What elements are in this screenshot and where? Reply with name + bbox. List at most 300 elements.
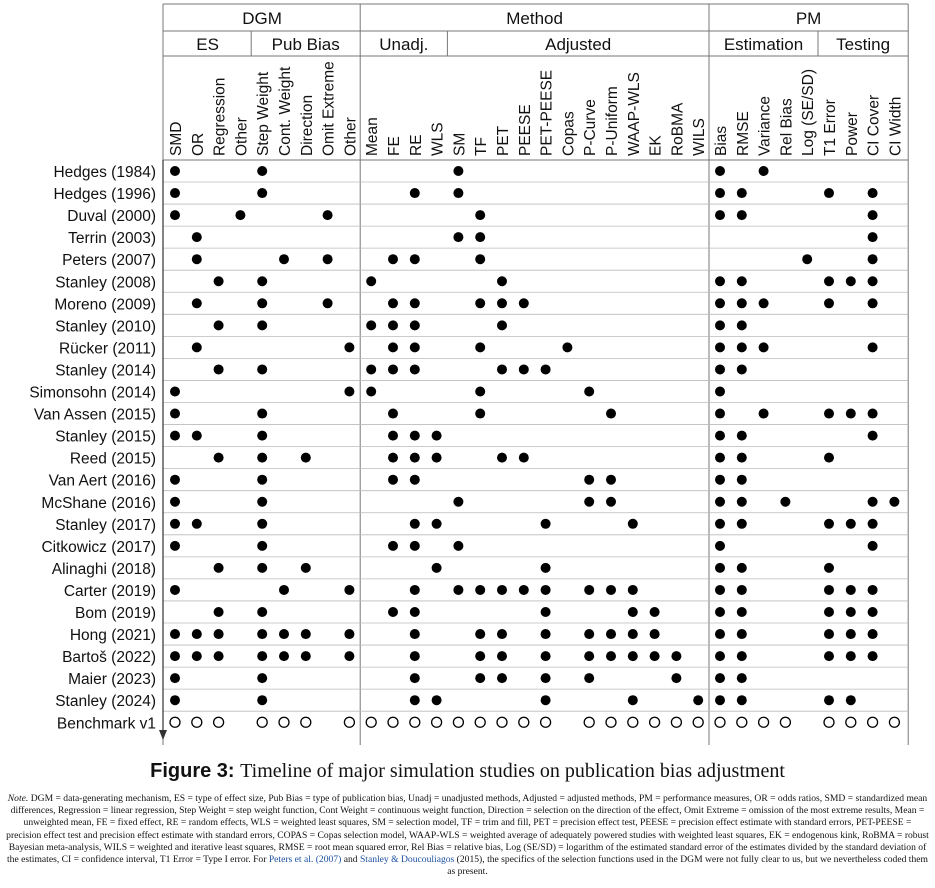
row-label: Stanley (2008) [55,274,156,292]
open-dot-marker [432,717,442,727]
filled-dot-marker [279,629,289,639]
column-header-29: Log (SE/SD) [800,68,818,156]
open-dot-marker [388,717,398,727]
open-dot-marker [846,717,856,727]
filled-dot-marker [759,166,769,176]
filled-dot-marker [475,629,485,639]
row-label: Duval (2000) [67,208,156,226]
filled-dot-marker [366,387,376,397]
filled-dot-marker [606,585,616,595]
filled-dot-marker [737,673,747,683]
column-header-32: CI Cover [865,94,883,156]
filled-dot-marker [432,453,442,463]
open-dot-marker [868,717,878,727]
filled-dot-marker [192,298,202,308]
filled-dot-marker [432,519,442,529]
filled-dot-marker [170,519,180,529]
filled-dot-marker [388,453,398,463]
open-dot-marker [257,717,267,727]
filled-dot-marker [824,519,834,529]
filled-dot-marker [170,651,180,661]
filled-dot-marker [671,651,681,661]
filled-dot-marker [715,188,725,198]
filled-dot-marker [584,585,594,595]
open-dot-marker [410,717,420,727]
filled-dot-marker [737,276,747,286]
open-dot-marker [301,717,311,727]
row-label: McShane (2016) [41,494,156,512]
filled-dot-marker [868,298,878,308]
filled-dot-marker [868,651,878,661]
open-dot-marker [584,717,594,727]
row-label: Reed (2015) [69,450,156,468]
filled-dot-marker [606,651,616,661]
filled-dot-marker [453,585,463,595]
filled-dot-marker [759,342,769,352]
filled-dot-marker [541,364,551,374]
open-dot-marker [693,717,703,727]
row-label: Hedges (1996) [53,186,156,204]
filled-dot-marker [868,254,878,264]
filled-dot-marker [541,519,551,529]
filled-dot-marker [170,629,180,639]
filled-dot-marker [824,453,834,463]
filled-dot-marker [257,695,267,705]
column-header-12: WLS [429,122,447,156]
filled-dot-marker [846,276,856,286]
column-header-10: FE [386,136,403,156]
benchmark-row-label: Benchmark v1 [56,715,156,733]
filled-dot-marker [257,298,267,308]
column-header-25: Bias [713,125,730,156]
filled-dot-marker [257,166,267,176]
filled-dot-marker [410,254,420,264]
row-label: Citkowicz (2017) [41,538,156,556]
filled-dot-marker [628,651,638,661]
note-label: Note. [7,793,29,804]
row-label: Bom (2019) [75,605,156,622]
filled-dot-marker [257,364,267,374]
filled-dot-marker [737,188,747,198]
filled-dot-marker [737,651,747,661]
filled-dot-marker [868,607,878,617]
column-header-4: Step Weight [255,71,273,156]
filled-dot-marker [301,563,311,573]
open-dot-marker [759,717,769,727]
column-header-11: RE [407,134,425,156]
filled-dot-marker [715,585,725,595]
subgroup-header-1: Pub Bias [271,35,340,54]
filled-dot-marker [475,651,485,661]
row-label: Rücker (2011) [58,340,156,358]
filled-dot-marker [715,673,725,683]
filled-dot-marker [541,585,551,595]
filled-dot-marker [737,475,747,485]
filled-dot-marker [323,254,333,264]
filled-dot-marker [671,673,681,683]
column-header-28: Rel Bias [778,98,796,156]
filled-dot-marker [541,651,551,661]
filled-dot-marker [650,629,660,639]
filled-dot-marker [737,519,747,529]
filled-dot-marker [257,320,267,330]
filled-dot-marker [301,629,311,639]
filled-dot-marker [214,364,224,374]
filled-dot-marker [388,298,398,308]
filled-dot-marker [759,409,769,419]
filled-dot-marker [475,409,485,419]
filled-dot-marker [279,254,289,264]
filled-dot-marker [410,364,420,374]
column-header-19: P-Curve [582,99,600,156]
filled-dot-marker [715,276,725,286]
filled-dot-marker [780,497,790,507]
filled-dot-marker [432,563,442,573]
filled-dot-marker [410,607,420,617]
filled-dot-marker [802,254,812,264]
figure-caption-title: Timeline of major simulation studies on publication bias adjustment [240,760,785,782]
filled-dot-marker [475,673,485,683]
filled-dot-marker [257,276,267,286]
open-dot-marker [737,717,747,727]
filled-dot-marker [737,364,747,374]
filled-dot-marker [192,431,202,441]
row-label: Stanley (2014) [55,362,156,380]
filled-dot-marker [868,585,878,595]
figure-caption-prefix: Figure 3: [150,760,235,782]
filled-dot-marker [453,232,463,242]
filled-dot-marker [257,673,267,683]
filled-dot-marker [257,607,267,617]
filled-dot-marker [170,541,180,551]
filled-dot-marker [366,320,376,330]
filled-dot-marker [868,210,878,220]
filled-dot-marker [541,607,551,617]
filled-dot-marker [192,629,202,639]
filled-dot-marker [192,651,202,661]
filled-dot-marker [824,607,834,617]
filled-dot-marker [410,453,420,463]
column-header-33: CI Width [887,96,905,156]
row-label: Stanley (2017) [55,516,156,534]
filled-dot-marker [824,276,834,286]
open-dot-marker [889,717,899,727]
filled-dot-marker [846,651,856,661]
filled-dot-marker [715,364,725,374]
open-dot-marker [715,717,725,727]
filled-dot-marker [214,629,224,639]
filled-dot-marker [170,431,180,441]
row-label: Bartoš (2022) [62,649,156,667]
filled-dot-marker [541,673,551,683]
filled-dot-marker [737,453,747,463]
filled-dot-marker [344,387,354,397]
filled-dot-marker [497,673,507,683]
open-dot-marker [192,717,202,727]
filled-dot-marker [737,431,747,441]
filled-dot-marker [868,232,878,242]
row-label: Stanley (2010) [55,318,156,336]
filled-dot-marker [497,453,507,463]
note-link-stanley[interactable]: Stanley & Doucouliagos [359,854,455,866]
filled-dot-marker [715,342,725,352]
open-dot-marker [475,717,485,727]
filled-dot-marker [388,607,398,617]
filled-dot-marker [388,475,398,485]
filled-dot-marker [715,563,725,573]
column-header-1: OR [189,132,207,156]
filled-dot-marker [497,276,507,286]
filled-dot-marker [301,453,311,463]
filled-dot-marker [868,409,878,419]
filled-dot-marker [410,342,420,352]
filled-dot-marker [410,629,420,639]
open-dot-marker [650,717,660,727]
filled-dot-marker [257,453,267,463]
filled-dot-marker [824,409,834,419]
filled-dot-marker [497,629,507,639]
filled-dot-marker [737,298,747,308]
filled-dot-marker [824,695,834,705]
filled-dot-marker [279,585,289,595]
filled-dot-marker [824,585,834,595]
filled-dot-marker [388,320,398,330]
open-dot-marker [214,717,224,727]
filled-dot-marker [715,320,725,330]
filled-dot-marker [214,651,224,661]
filled-dot-marker [693,695,703,705]
filled-dot-marker [410,585,420,595]
filled-dot-marker [868,276,878,286]
filled-dot-marker [824,563,834,573]
column-header-17: PET-PEESE [538,69,556,156]
filled-dot-marker [628,695,638,705]
filled-dot-marker [737,607,747,617]
filled-dot-marker [868,541,878,551]
open-dot-marker [824,717,834,727]
filled-dot-marker [257,519,267,529]
filled-dot-marker [388,409,398,419]
filled-dot-marker [432,431,442,441]
filled-dot-marker [584,651,594,661]
row-label: Moreno (2009) [54,296,156,314]
filled-dot-marker [410,695,420,705]
filled-dot-marker [323,298,333,308]
filled-dot-marker [737,210,747,220]
filled-dot-marker [192,342,202,352]
filled-dot-marker [519,298,529,308]
filled-dot-marker [475,232,485,242]
filled-dot-marker [366,276,376,286]
column-header-2: Regression [211,77,229,156]
column-header-7: Omit Extreme [320,61,338,156]
filled-dot-marker [388,364,398,374]
filled-dot-marker [475,254,485,264]
filled-dot-marker [519,453,529,463]
filled-dot-marker [170,166,180,176]
row-label: Peters (2007) [62,252,156,270]
column-header-6: Direction [298,94,316,156]
filled-dot-marker [410,188,420,198]
filled-dot-marker [541,695,551,705]
filled-dot-marker [606,629,616,639]
note-end: , the specifics of the selection functions used in the DGM were not fully clear to us, but we nevertheless coded them as present. [447,854,928,878]
column-header-14: TF [473,137,491,156]
filled-dot-marker [606,409,616,419]
column-header-18: Copas [560,111,578,156]
column-header-16: PEESE [516,104,534,156]
filled-dot-marker [715,497,725,507]
row-label: Hong (2021) [69,627,156,645]
filled-dot-marker [715,166,725,176]
filled-dot-marker [715,409,725,419]
filled-dot-marker [737,585,747,595]
column-header-8: Other [342,117,360,156]
open-dot-marker [780,717,790,727]
row-label: Carter (2019) [63,582,156,600]
filled-dot-marker [846,585,856,595]
column-header-3: Other [233,117,251,156]
filled-dot-marker [432,695,442,705]
column-header-5: Cont. Weight [277,66,294,156]
filled-dot-marker [868,188,878,198]
filled-dot-marker [868,629,878,639]
filled-dot-marker [170,497,180,507]
filled-dot-marker [410,475,420,485]
filled-dot-marker [170,695,180,705]
filled-dot-marker [868,431,878,441]
filled-dot-marker [497,651,507,661]
column-header-13: SM [451,132,469,156]
open-dot-marker [606,717,616,727]
filled-dot-marker [388,541,398,551]
filled-dot-marker [628,629,638,639]
group-header-dgm: DGM [242,9,282,28]
filled-dot-marker [410,651,420,661]
row-label: Maier (2023) [68,671,156,689]
filled-dot-marker [562,342,572,352]
filled-dot-marker [846,519,856,529]
filled-dot-marker [475,387,485,397]
filled-dot-marker [257,431,267,441]
filled-dot-marker [846,629,856,639]
filled-dot-marker [257,629,267,639]
filled-dot-marker [410,673,420,683]
filled-dot-marker [715,453,725,463]
filled-dot-marker [279,651,289,661]
filled-dot-marker [214,607,224,617]
filled-dot-marker [257,409,267,419]
filled-dot-marker [170,475,180,485]
filled-dot-marker [846,409,856,419]
filled-dot-marker [214,320,224,330]
filled-dot-marker [410,519,420,529]
filled-dot-marker [410,298,420,308]
filled-dot-marker [453,188,463,198]
figure-note [6,793,929,878]
filled-dot-marker [497,364,507,374]
filled-dot-marker [868,519,878,529]
filled-dot-marker [584,497,594,507]
filled-dot-marker [606,475,616,485]
filled-dot-marker [846,607,856,617]
filled-dot-marker [170,673,180,683]
note-text: DGM = data-generating mechanism, ES = type of effect size, Pub Bias = type of publication bias, Unadj = unadjusted methods, Adjusted = adjusted methods, PM = performance measures, OR = odds ratios, SMD = standardized mean differences, Regression = linear regression, Step Weight = step weight function, Cont Weight = continuous weight function, Direction = selection on the direction of the effect, Omit Extreme = omission of the most extreme results, Mean = unweighted mean, FE = fixed effect, RE = random effects, WLS = weighted least squares, SM = selection model, TF = trim and fill, PET = precision effect test, PEESE = precision effect estimate with standard errors, PET-PEESE = precision effect test and precision effect estimate with standard errors, COPAS = Copas selection model, WAAP-WLS = weighted average of adequately powered studies with weighted least squares, EK = endogenous kink, RoBMA = robust Bayesian meta-analysis, WILS = weighted and iterative least squares, RMSE = root mean squared error, Rel Bias = relative bias, Log (SE/SD) = logarithm of the estimated standard error of the estimates divided by the standard deviation of the estimates, CI = confidence interval, T1 Error = Type I error. For [6,793,929,866]
open-dot-marker [519,717,529,727]
filled-dot-marker [475,210,485,220]
filled-dot-marker [497,298,507,308]
filled-dot-marker [715,475,725,485]
note-link-peters[interactable]: Peters et al. (2007) [268,854,342,866]
filled-dot-marker [824,629,834,639]
column-header-9: Mean [364,117,382,156]
filled-dot-marker [737,320,747,330]
filled-dot-marker [344,342,354,352]
filled-dot-marker [301,651,311,661]
note-mid: and [341,854,360,866]
filled-dot-marker [257,188,267,198]
open-dot-marker [541,717,551,727]
filled-dot-marker [344,585,354,595]
filled-dot-marker [257,651,267,661]
row-label: Stanley (2015) [55,428,156,446]
group-header-method: Method [506,9,563,28]
filled-dot-marker [759,298,769,308]
filled-dot-marker [257,497,267,507]
filled-dot-marker [737,497,747,507]
filled-dot-marker [628,585,638,595]
filled-dot-marker [715,541,725,551]
filled-dot-marker [410,431,420,441]
row-label: Alinaghi (2018) [51,560,156,578]
filled-dot-marker [715,210,725,220]
filled-dot-marker [214,276,224,286]
filled-dot-marker [824,188,834,198]
filled-dot-marker [170,210,180,220]
row-label: Van Assen (2015) [33,406,156,424]
column-header-22: EK [647,135,665,156]
filled-dot-marker [388,342,398,352]
subgroup-header-4: Estimation [723,35,804,54]
filled-dot-marker [868,342,878,352]
row-label: Stanley (2024) [55,693,156,711]
filled-dot-marker [650,651,660,661]
filled-dot-marker [715,651,725,661]
filled-dot-marker [475,342,485,352]
filled-dot-marker [824,651,834,661]
open-dot-marker [366,717,376,727]
subgroup-header-2: Unadj. [379,35,429,54]
column-header-0: SMD [168,121,185,156]
row-label: Van Aert (2016) [48,472,156,490]
filled-dot-marker [410,541,420,551]
filled-dot-marker [453,497,463,507]
filled-dot-marker [715,629,725,639]
filled-dot-marker [584,673,594,683]
open-dot-marker [170,717,180,727]
open-dot-marker [628,717,638,727]
filled-dot-marker [192,519,202,529]
timeline-arrowhead [159,730,167,740]
open-dot-marker [453,717,463,727]
filled-dot-marker [737,342,747,352]
filled-dot-marker [497,585,507,595]
column-header-24: WILS [691,118,709,156]
filled-dot-marker [846,695,856,705]
column-header-23: RoBMA [669,102,687,156]
filled-dot-marker [388,254,398,264]
filled-dot-marker [541,629,551,639]
